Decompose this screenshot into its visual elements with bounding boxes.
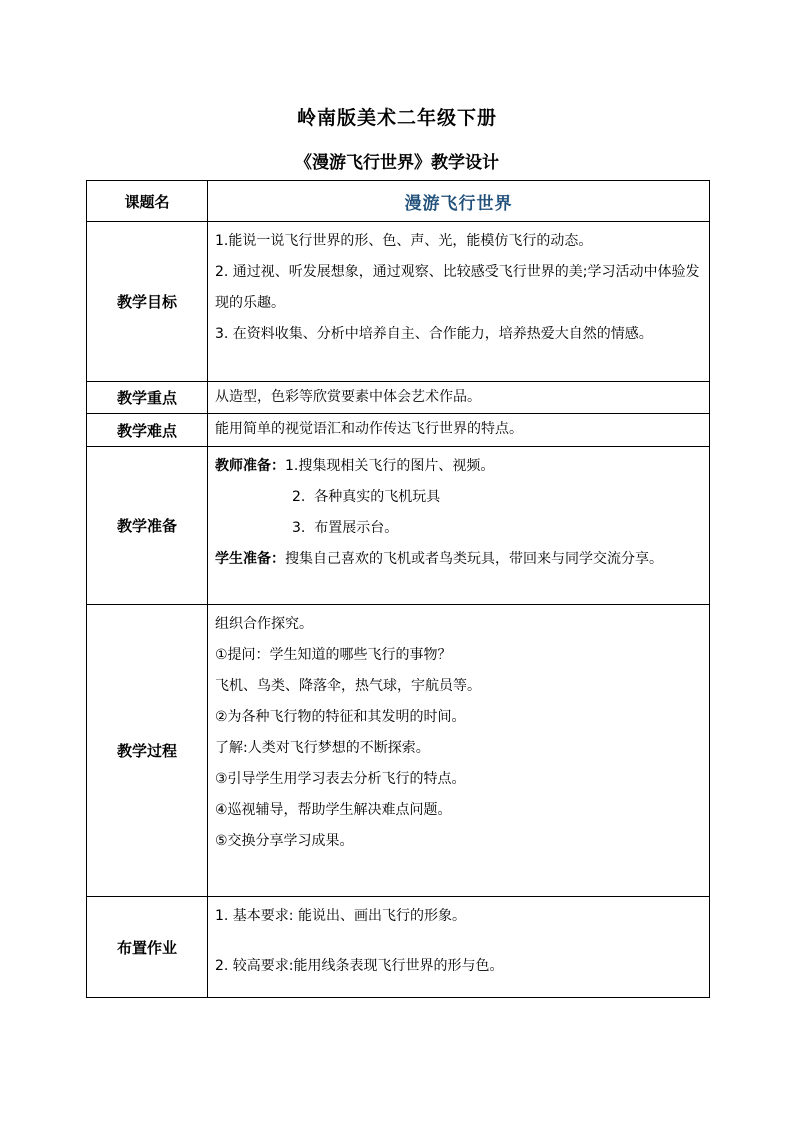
process-item: 飞机、鸟类、降落伞，热气球，宇航员等。 [215, 678, 481, 694]
preparation-content [208, 447, 710, 605]
row-homework [87, 897, 710, 998]
process-item: ⑤交换分享学习成果。 [215, 833, 354, 849]
teacher-prep-item: 2. 各种真实的飞机玩具 [292, 489, 441, 505]
objective-item: 1.能说一说飞行世界的形、色、声、光，能模仿飞行的动态。 [215, 233, 593, 249]
document-subtitle: 《漫游飞行世界》教学设计 [295, 153, 499, 173]
process-item: ③引导学生用学习表去分析飞行的特点。 [215, 771, 466, 787]
teacher-prep-item: 3. 布置展示台。 [292, 520, 399, 536]
student-prep-label: 学生准备： [215, 551, 285, 567]
document-title: 岭南版美术二年级下册 [296, 107, 497, 129]
teacher-prep-item: 1.搜集现相关飞行的图片、视频。 [285, 458, 495, 474]
row-key-points [87, 382, 710, 414]
process-item: ①提问：学生知道的哪些飞行的事物？ [215, 647, 452, 663]
row-objectives [87, 222, 710, 382]
row-difficulties [87, 414, 710, 447]
key-points-label: 教学重点 [87, 382, 208, 414]
process-item: 组织合作探究。 [215, 616, 313, 632]
process-item: ④巡视辅导，帮助学生解决难点问题。 [215, 802, 452, 818]
process-item: ②为各种飞行物的特征和其发明的时间。 [215, 709, 466, 725]
topic-value: 漫游飞行世界 [208, 181, 710, 222]
topic-label: 课题名 [87, 181, 208, 222]
preparation-label: 教学准备 [87, 447, 208, 605]
process-label: 教学过程 [87, 605, 208, 897]
student-prep-text: 搜集自己喜欢的飞机或者鸟类玩具，带回来与同学交流分享。 [285, 551, 663, 567]
difficulties-value: 能用简单的视觉语汇和动作传达飞行世界的特点。 [208, 414, 710, 447]
process-item: 了解:人类对飞行梦想的不断探索。 [215, 740, 430, 756]
student-prep-line [215, 544, 703, 575]
homework-label: 布置作业 [87, 897, 208, 998]
teacher-prep-line [215, 451, 703, 482]
row-process [87, 605, 710, 897]
key-points-value: 从造型，色彩等欣赏要素中体会艺术作品。 [208, 382, 710, 414]
homework-item: 1. 基本要求: 能说出、画出飞行的形象。 [215, 908, 466, 924]
row-topic [87, 181, 710, 222]
objectives-label: 教学目标 [87, 222, 208, 382]
process-content [208, 605, 710, 897]
objectives-content [208, 222, 710, 382]
homework-content [208, 897, 710, 998]
objective-item: 2. 通过视、听发展想象，通过观察、比较感受飞行世界的美;学习活动中体验发现的乐趣。 [215, 264, 700, 311]
difficulties-label: 教学难点 [87, 414, 208, 447]
lesson-plan-table [86, 180, 710, 998]
homework-item: 2. 较高要求:能用线条表现飞行世界的形与色。 [215, 958, 504, 974]
objective-item: 3. 在资料收集、分析中培养自主、合作能力，培养热爱大自然的情感。 [215, 326, 653, 342]
teacher-prep-label: 教师准备： [215, 458, 285, 474]
row-preparation [87, 447, 710, 605]
